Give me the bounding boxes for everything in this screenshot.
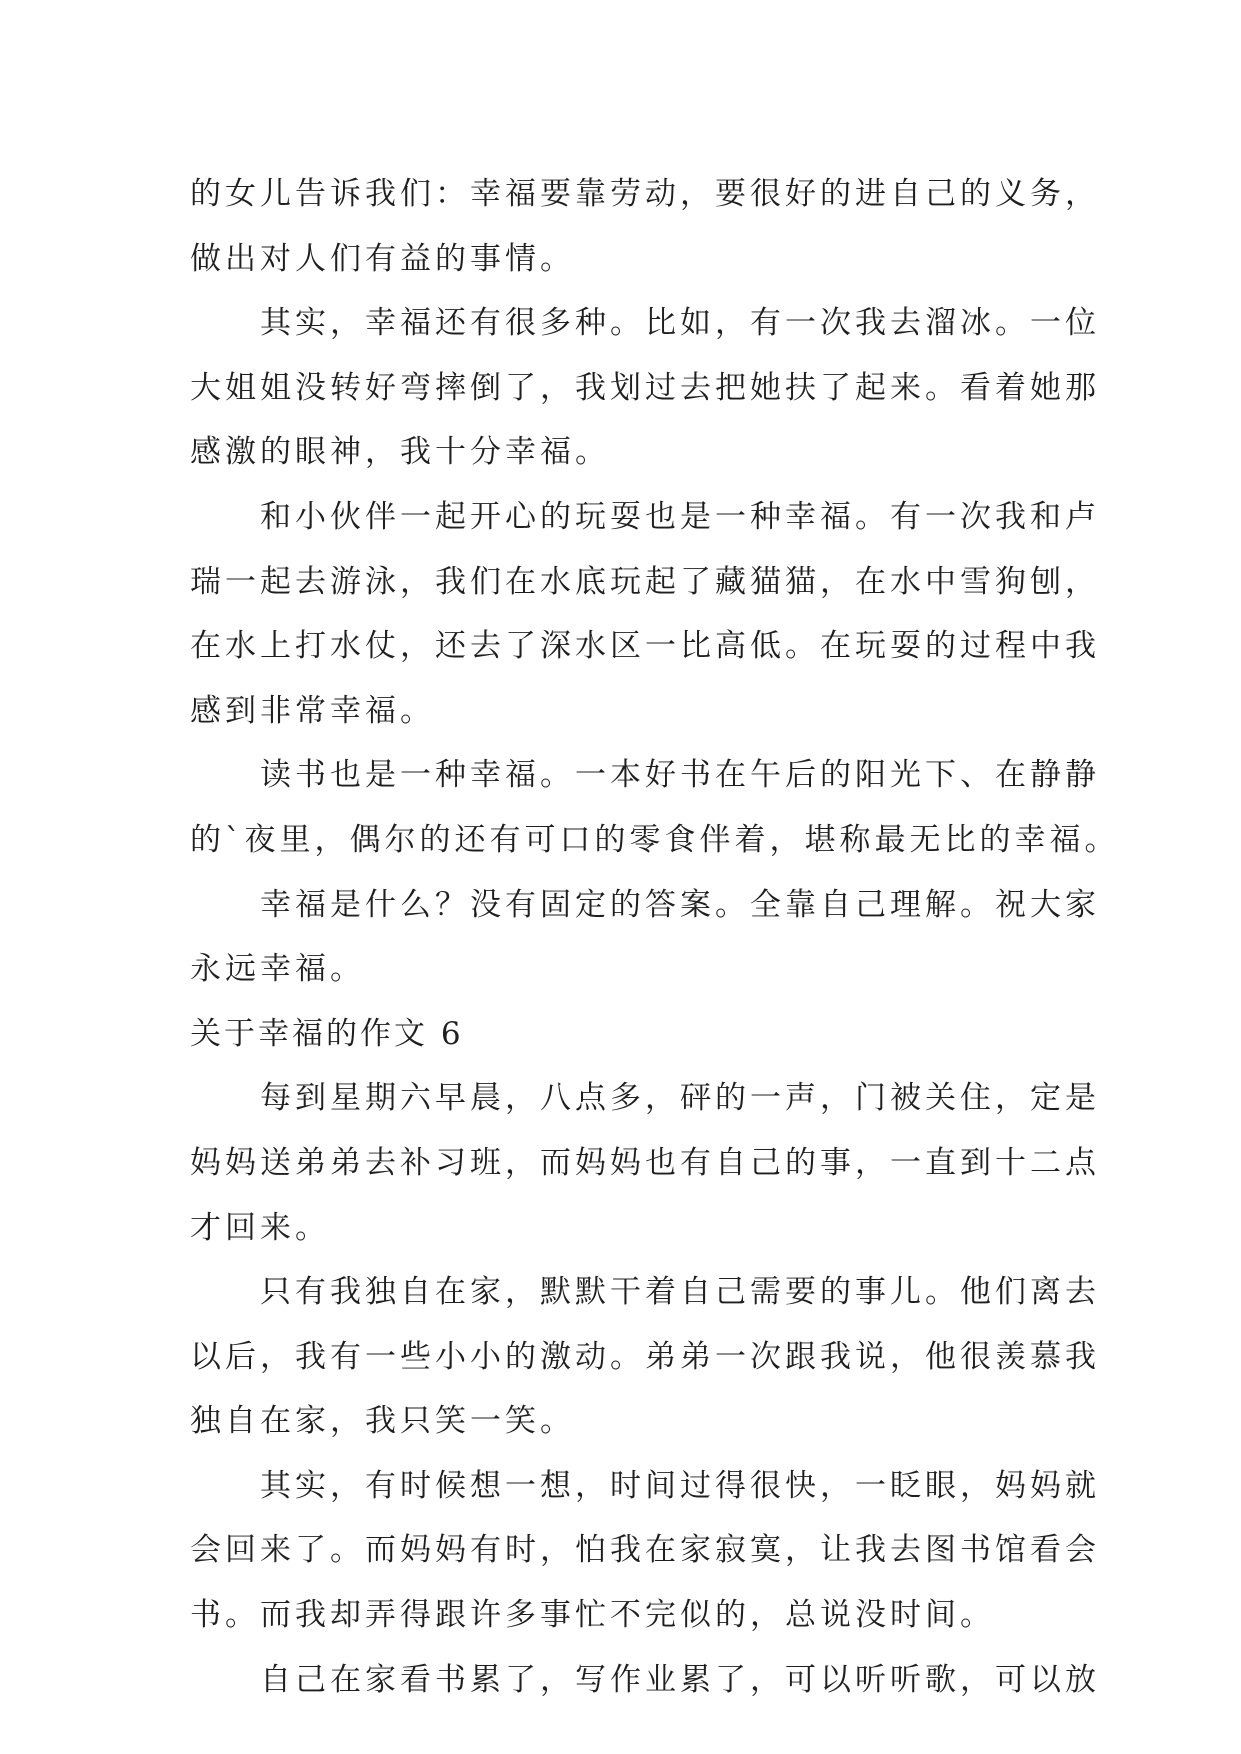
- text-line: 感到非常幸福。: [190, 692, 435, 729]
- paragraph-start-line: 自己在家看书累了，写作业累了，可以听听歌，可以放: [260, 1661, 1100, 1698]
- text-line: 在水上打水仗，还去了深水区一比高低。在玩耍的过程中我: [190, 628, 1100, 665]
- paragraph-start-line: 每到星期六早晨，八点多，砰的一声，门被关住，定是: [260, 1080, 1100, 1117]
- paragraph-start-line: 只有我独自在家，默默干着自己需要的事儿。他们离去: [260, 1274, 1100, 1311]
- paragraph-start-line: 其实，有时候想一想，时间过得很快，一眨眼，妈妈就: [260, 1467, 1100, 1504]
- text-line: 感激的眼神，我十分幸福。: [190, 434, 610, 471]
- paragraph-start-line: 幸福是什么？没有固定的答案。全靠自己理解。祝大家: [260, 886, 1100, 923]
- text-line: 才回来。: [190, 1209, 330, 1246]
- text-line: 独自在家，我只笑一笑。: [190, 1403, 575, 1440]
- text-line: 的`夜里，偶尔的还有可口的零食伴着，堪称最无比的幸福。: [190, 821, 1120, 858]
- text-line: 永远幸福。: [190, 951, 365, 988]
- text-line: 做出对人们有益的事情。: [190, 240, 575, 277]
- paragraph-start-line: 其实，幸福还有很多种。比如，有一次我去溜冰。一位: [260, 305, 1100, 342]
- text-line: 的女儿告诉我们：幸福要靠劳动，要很好的进自己的义务，: [190, 176, 1100, 212]
- text-line: 妈妈送弟弟去补习班，而妈妈也有自己的事，一直到十二点: [190, 1144, 1100, 1181]
- text-line: 瑞一起去游泳，我们在水底玩起了藏猫猫，在水中雪狗刨，: [190, 563, 1100, 600]
- text-line: 大姐姐没转好弯摔倒了，我划过去把她扶了起来。看着她那: [190, 369, 1100, 406]
- essay-body: [190, 162, 1120, 1712]
- text-line: 书。而我却弄得跟许多事忙不完似的，总说没时间。: [190, 1597, 995, 1634]
- text-line: 以后，我有一些小小的激动。弟弟一次跟我说，他很羡慕我: [190, 1338, 1100, 1375]
- paragraph-start-line: 和小伙伴一起开心的玩耍也是一种幸福。有一次我和卢: [260, 498, 1100, 535]
- text-line: 会回来了。而妈妈有时，怕我在家寂寞，让我去图书馆看会: [190, 1532, 1100, 1569]
- paragraph-start-line: 读书也是一种幸福。一本好书在午后的阳光下、在静静: [260, 757, 1100, 794]
- section-heading: 关于幸福的作文 6: [190, 1015, 464, 1052]
